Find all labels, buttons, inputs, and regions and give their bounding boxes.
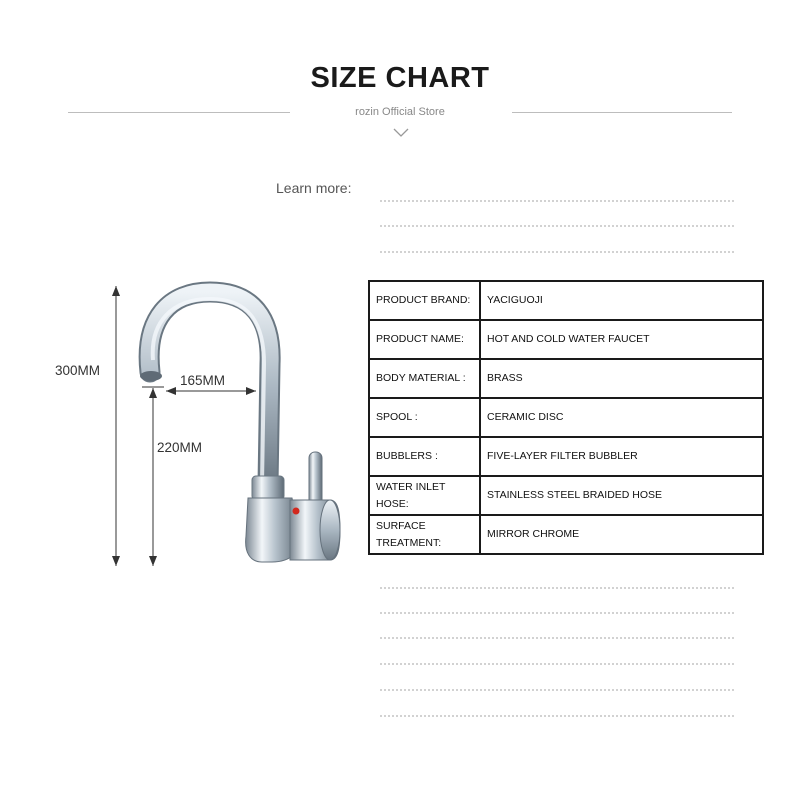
spec-value: HOT AND COLD WATER FAUCET [480, 320, 763, 359]
table-row [369, 515, 763, 554]
spec-value: MIRROR CHROME [480, 515, 763, 554]
placeholder-line [380, 689, 734, 691]
placeholder-line [380, 225, 734, 227]
chevron-down-icon [392, 127, 410, 139]
learn-more-label: Learn more: [276, 180, 352, 196]
placeholder-line [380, 663, 734, 665]
spec-label: BUBBLERS : [369, 437, 480, 476]
table-row [369, 476, 763, 515]
placeholder-line [380, 251, 734, 253]
dimension-spout-height: 220MM [157, 440, 203, 455]
page-title: SIZE CHART [310, 62, 490, 94]
spec-table [368, 280, 764, 555]
spec-value: BRASS [480, 359, 763, 398]
spec-label: SPOOL : [369, 398, 480, 437]
placeholder-line [380, 612, 734, 614]
placeholder-line [380, 715, 734, 717]
spec-label: PRODUCT BRAND: [369, 281, 480, 320]
placeholder-line [380, 200, 734, 202]
faucet-illustration [0, 0, 360, 600]
spec-label: WATER INLET HOSE: [369, 476, 480, 515]
table-row [369, 437, 763, 476]
placeholder-line [380, 637, 734, 639]
table-row [369, 320, 763, 359]
table-row [369, 281, 763, 320]
spec-value: YACIGUOJI [480, 281, 763, 320]
spec-label: BODY MATERIAL : [369, 359, 480, 398]
dimension-total-height: 300MM [55, 363, 101, 378]
spec-value: STAINLESS STEEL BRAIDED HOSE [480, 476, 763, 515]
spec-value: FIVE-LAYER FILTER BUBBLER [480, 437, 763, 476]
placeholder-line [380, 587, 734, 589]
spec-label: PRODUCT NAME: [369, 320, 480, 359]
store-name: rozin Official Store [355, 106, 445, 118]
dimension-spout-reach: 165MM [180, 373, 226, 388]
table-row [369, 359, 763, 398]
spec-value: CERAMIC DISC [480, 398, 763, 437]
table-row [369, 398, 763, 437]
spec-label: SURFACE TREATMENT: [369, 515, 480, 554]
